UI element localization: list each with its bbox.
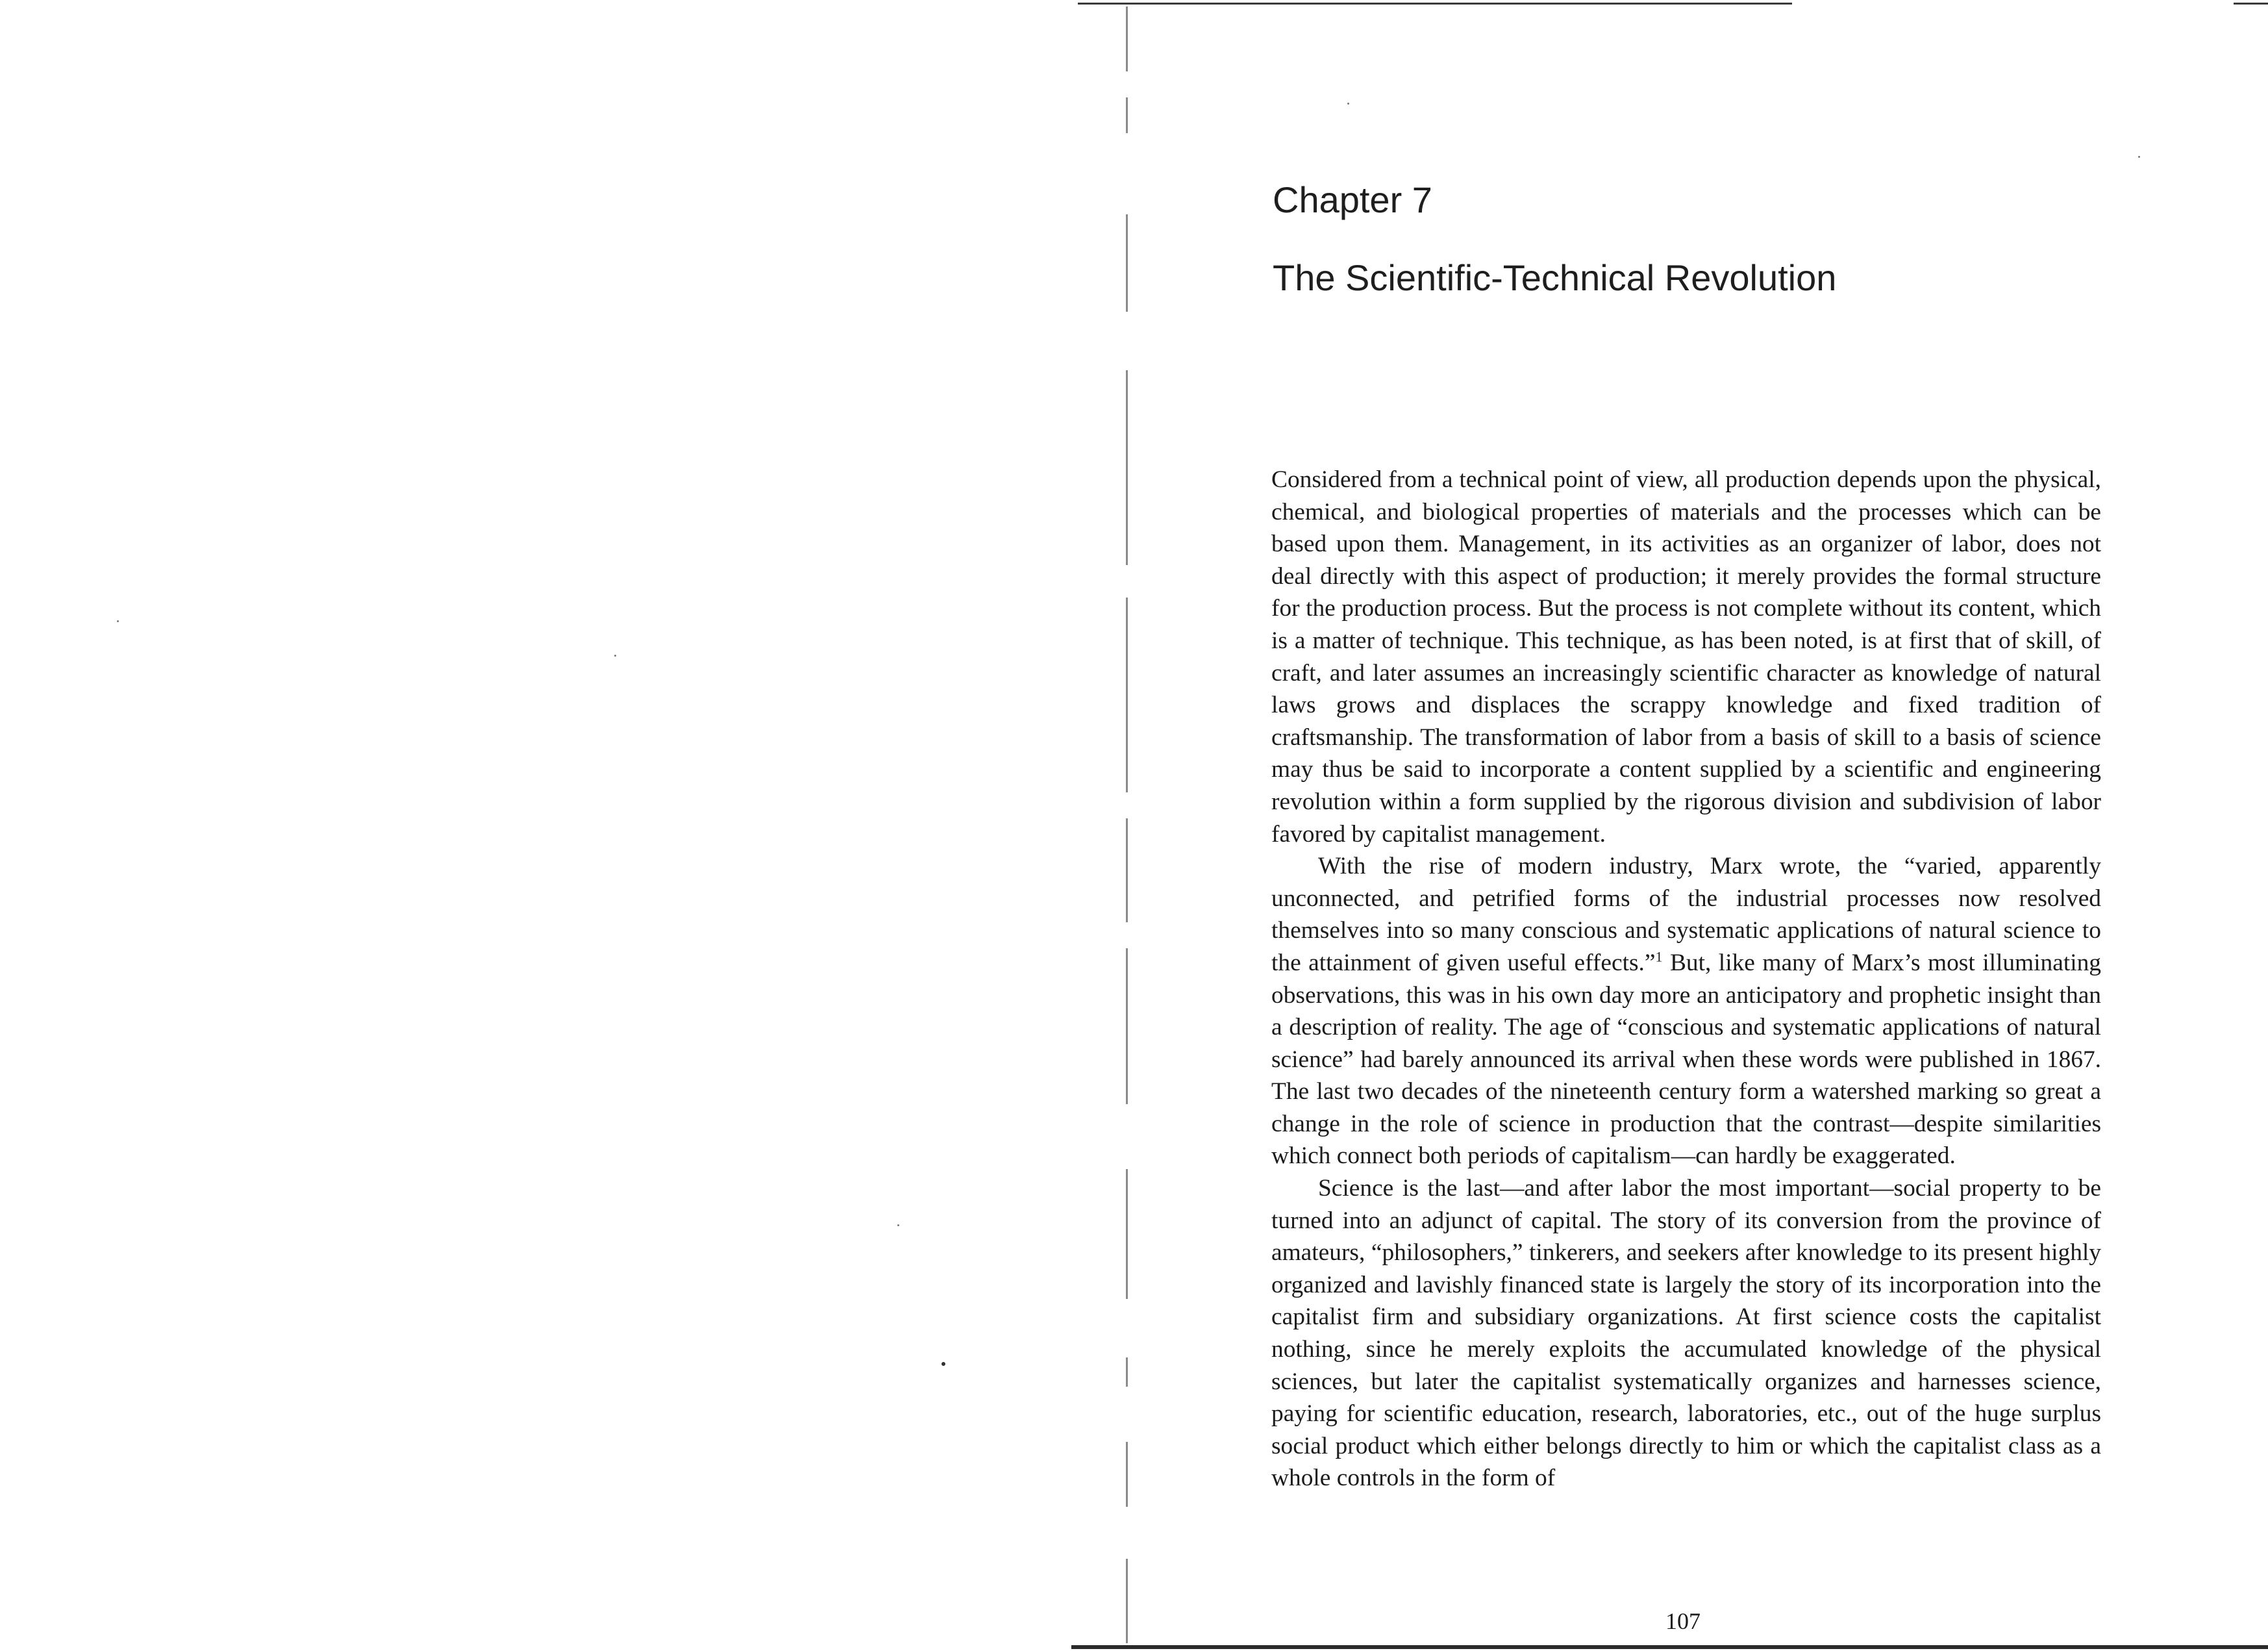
chapter-label: Chapter 7 [1273, 179, 1432, 220]
gutter-line [1126, 1442, 1128, 1507]
paragraph-2 [1271, 850, 2101, 1172]
scan-speck [941, 1362, 945, 1366]
gutter-line [1126, 948, 1128, 1104]
scan-speck [117, 620, 119, 622]
paragraph-1: Considered from a technical point of view, all production depends upon the physical, chemical, and biological properties of materials and the processes which can be based upon them. Management, in its activities as an organizer of labor, does not deal directly with this aspect of production; it merely provides the formal structure for the production process. But the process is not complete without its content, which is a matter of technique. This technique, as has been noted, is at first that of skill, of craft, and later assumes an increasingly scientific character as knowledge of natural laws grows and displaces the scrappy knowledge and fixed tradition of craftsmanship. The transformation of labor from a basis of skill to a basis of science may thus be said to incorporate a content supplied by a scientific and engineering revolution within a form supplied by the rigorous division and subdivision of labor favored by capitalist management. [1271, 466, 2101, 848]
chapter-title: The Scientific-Technical Revolution [1273, 257, 1837, 298]
bottom-scan-edge [1071, 1645, 2268, 1649]
paragraph-3: Science is the last—and after labor the most important—social property to be turned into an adjunct of capital. The story of its conversion from the province of amateurs, “philosophers,” tinkerers, and seekers after knowledge to its present highly organized and lavishly financed state is largely the story of its incorporation into the capitalist firm and subsidiary organizations. At first science costs the capitalist nothing, since he merely exploits the accumulated knowledge of the physical sciences, but later the capitalist systematically organizes and harnesses science, paying for scientific education, research, laboratories, etc., out of the huge surplus social product which either belongs directly to him or which the capitalist class as a whole controls in the form of [1271, 1175, 2101, 1492]
scan-speck [897, 1224, 899, 1226]
gutter-line [1126, 598, 1128, 792]
chapter-body-text [1271, 464, 2101, 1494]
top-scan-edge-right [2234, 3, 2268, 5]
page-number: 107 [1665, 1608, 1701, 1634]
footnote-reference: 1 [1655, 948, 1663, 965]
top-scan-edge [1078, 3, 1792, 5]
gutter-line [1126, 1169, 1128, 1299]
gutter-line [1126, 1357, 1128, 1387]
gutter-line [1126, 370, 1128, 565]
paragraph-2-before-note: With the rise of modern industry, Marx wrote, the “varied, apparently unconnected, and petrified forms of the industrial processes now resolved themselves into so many conscious and systematic applications of natural science to the attainment of given useful effects.” [1271, 853, 2101, 976]
gutter-line [1126, 214, 1128, 312]
gutter-line [1126, 6, 1128, 71]
scan-speck [1347, 103, 1349, 105]
gutter-line [1126, 818, 1128, 922]
scan-speck [614, 655, 616, 657]
gutter-line [1126, 1559, 1128, 1643]
paragraph-2-after-note: But, like many of Marx’s most illuminating observations, this was in his own day more an anticipatory and prophetic insight than a description of reality. The age of “conscious and systematic applications of natural science” had barely announced its arrival when these words were published in 1867. The last two decades of the nineteenth century form a watershed marking so great a change in the role of science in production that the contrast—despite similarities which connect both periods of capitalism—can hardly be exaggerated. [1271, 949, 2101, 1170]
gutter-line [1126, 97, 1128, 133]
scan-speck [2138, 156, 2140, 158]
